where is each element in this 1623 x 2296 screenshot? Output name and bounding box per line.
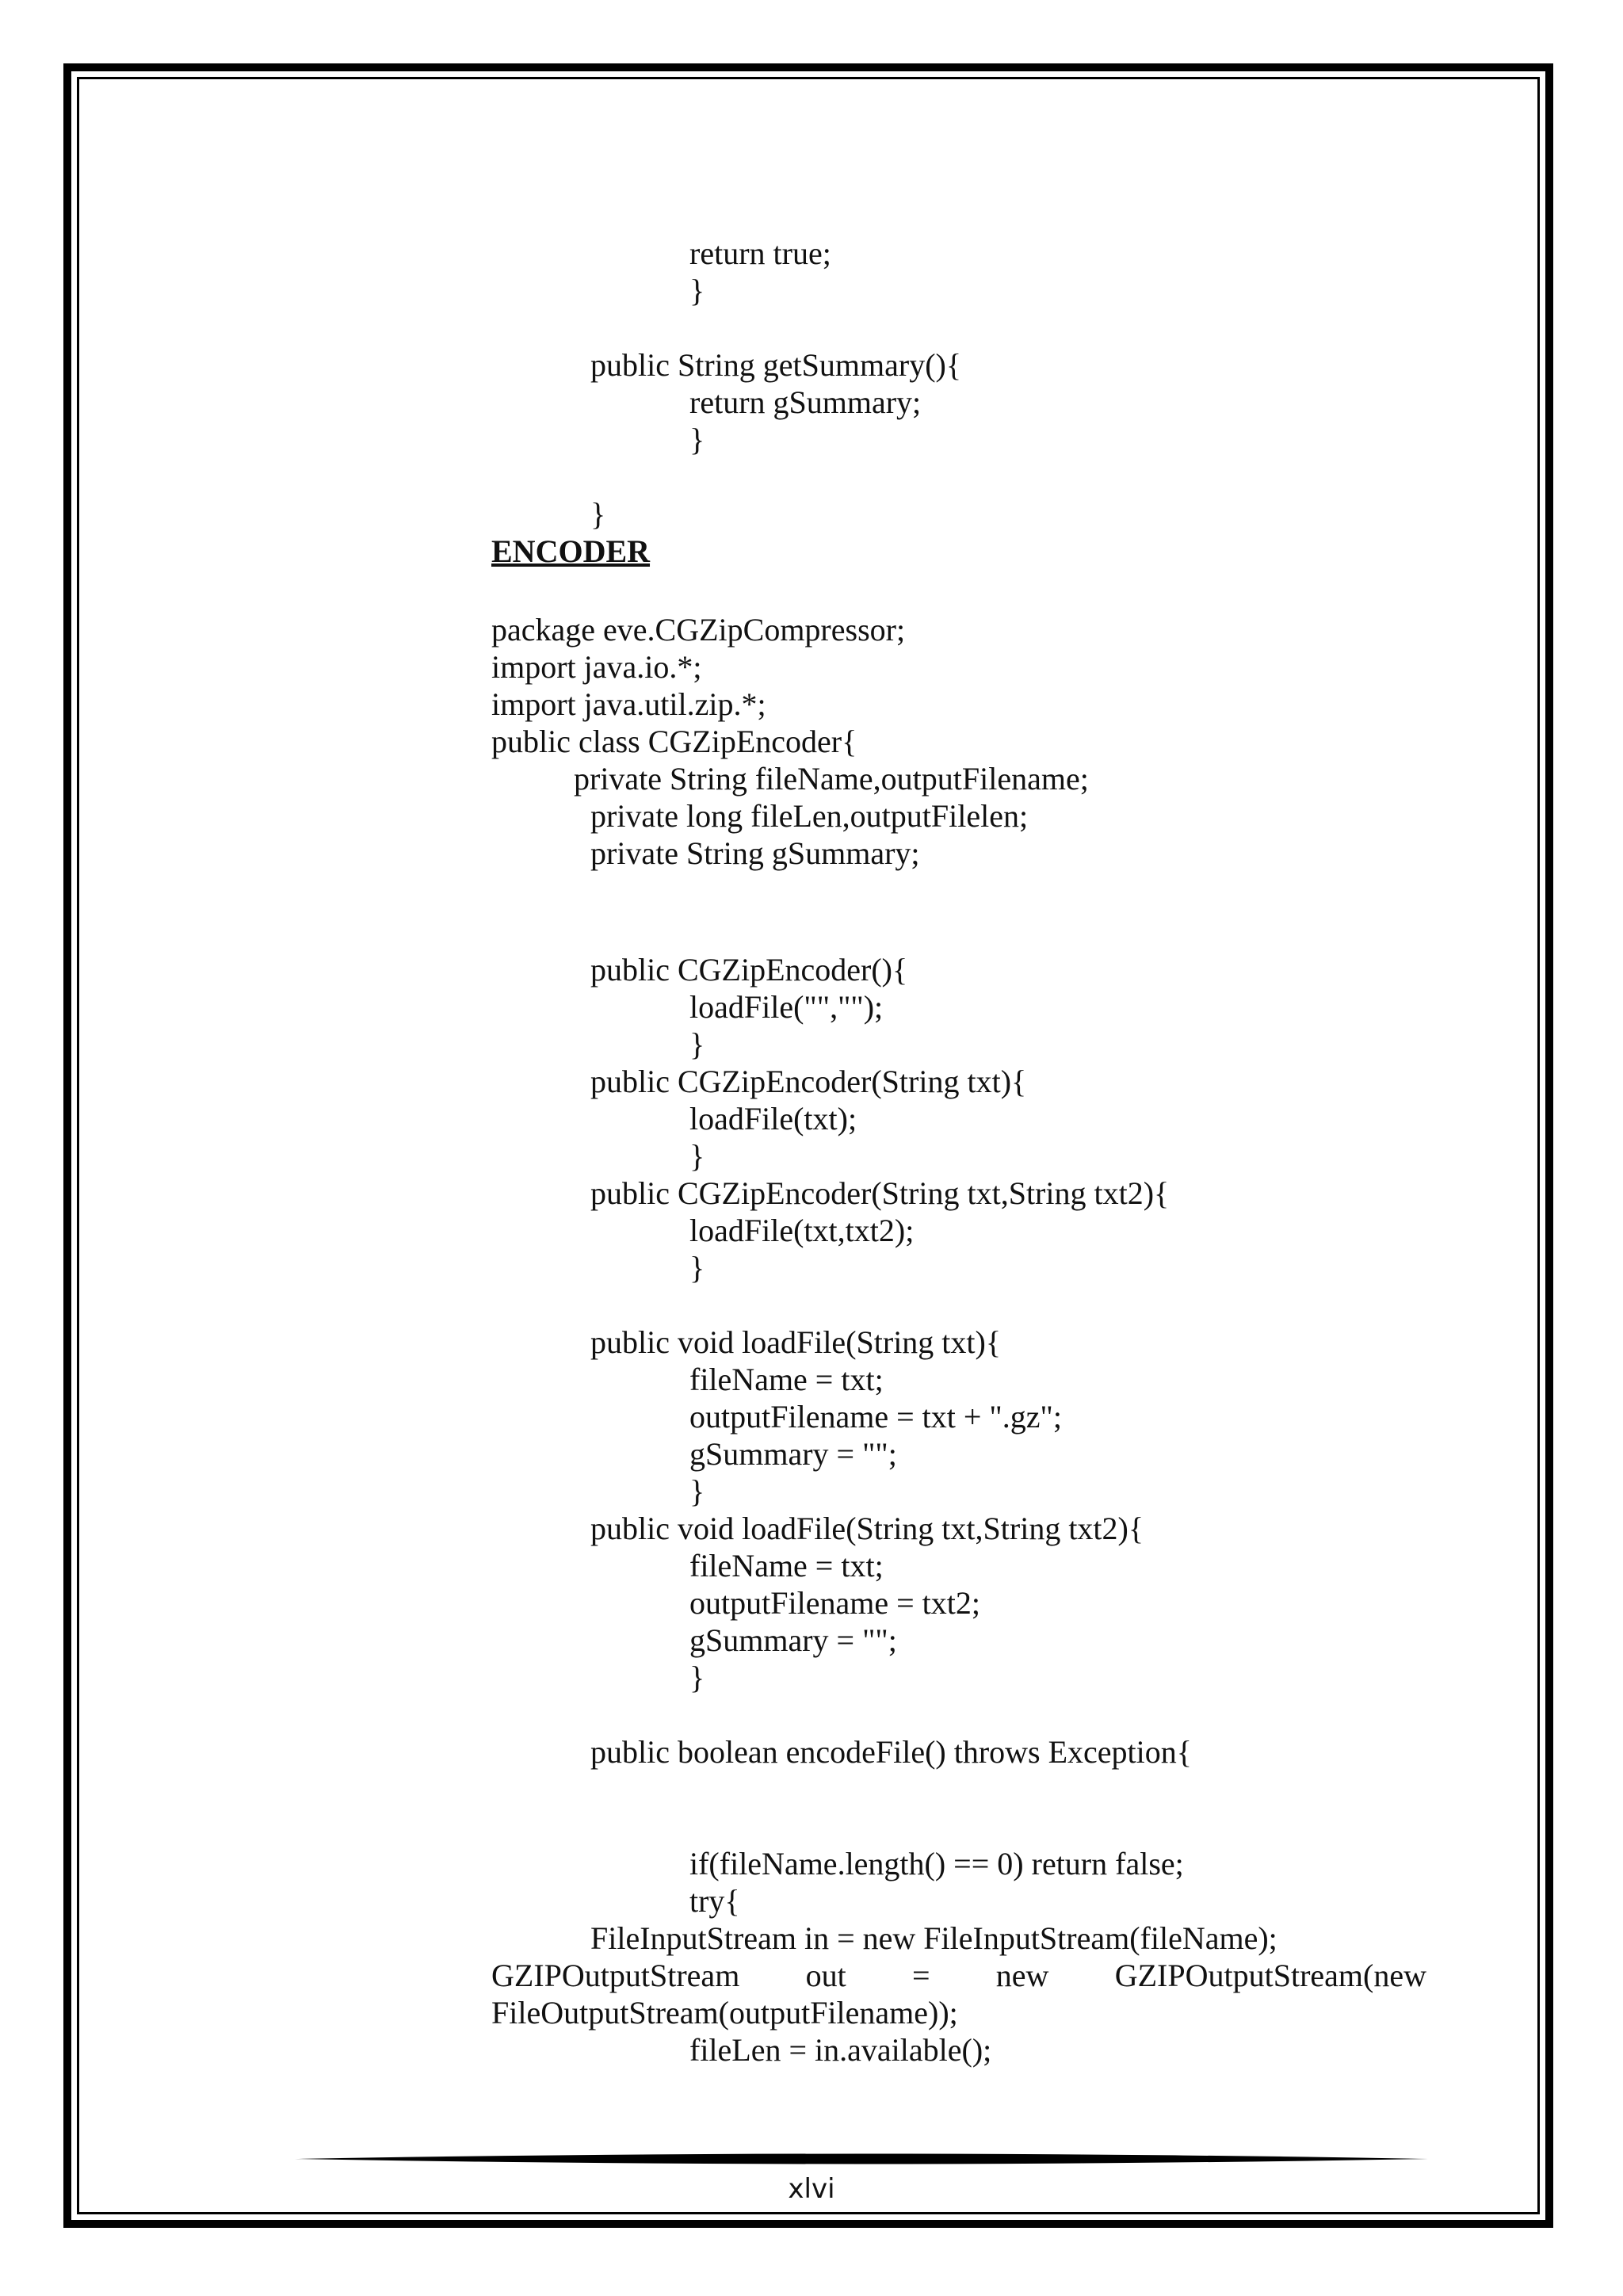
code-token: GZIPOutputStream (491, 1958, 740, 1993)
code-line: gSummary = ""; (689, 1622, 897, 1658)
code-line: public String getSummary(){ (590, 347, 962, 383)
code-line: if(fileName.length() == 0) return false; (689, 1846, 1184, 1881)
code-line: try{ (689, 1883, 740, 1919)
code-line: public class CGZipEncoder{ (491, 724, 857, 759)
section-heading: ENCODER (491, 533, 651, 569)
code-line: fileLen = in.available(); (689, 2032, 992, 2068)
code-line: loadFile("",""); (689, 989, 884, 1025)
code-line: return gSummary; (689, 384, 922, 420)
code-line: private long fileLen,outputFilelen; (590, 798, 1029, 834)
code-token: = (911, 1958, 930, 1993)
code-line: } (689, 273, 705, 308)
code-line: } (689, 1138, 705, 1174)
code-line: } (689, 422, 705, 457)
code-token: GZIPOutputStream(new (1114, 1958, 1426, 1993)
code-line: public boolean encodeFile() throws Exception{ (590, 1734, 1192, 1770)
code-line: } (689, 1250, 705, 1286)
code-line: return true; (689, 235, 831, 271)
code-line: fileName = txt; (689, 1548, 884, 1584)
code-line: } (689, 1660, 705, 1695)
code-line: } (590, 496, 606, 532)
code-line: public CGZipEncoder(String txt,String txt2){ (590, 1175, 1170, 1211)
code-line: outputFilename = txt2; (689, 1585, 980, 1621)
code-line: loadFile(txt); (689, 1101, 857, 1137)
code-line: } (689, 1473, 705, 1509)
code-line: import java.util.zip.*; (491, 686, 766, 722)
code-line: loadFile(txt,txt2); (689, 1213, 915, 1248)
code-line: public void loadFile(String txt,String txt2){ (590, 1511, 1144, 1546)
code-line: public CGZipEncoder(String txt){ (590, 1064, 1027, 1099)
code-token: new (995, 1958, 1049, 1993)
code-line: FileOutputStream(outputFilename)); (491, 1995, 958, 2030)
footer-divider (295, 2150, 1428, 2168)
code-line: import java.io.*; (491, 649, 702, 685)
code-line: package eve.CGZipCompressor; (491, 612, 906, 648)
page-number: xlvi (788, 2173, 835, 2205)
code-line-justified (491, 1957, 1426, 1994)
code-line: public CGZipEncoder(){ (590, 952, 908, 988)
code-line: outputFilename = txt + ".gz"; (689, 1399, 1062, 1435)
code-line: FileInputStream in = new FileInputStream(fileName); (590, 1920, 1277, 1956)
code-line: private String gSummary; (590, 835, 920, 871)
code-token: out (805, 1958, 846, 1993)
code-line: gSummary = ""; (689, 1436, 897, 1472)
code-line: public void loadFile(String txt){ (590, 1324, 1002, 1360)
code-line: } (689, 1026, 705, 1062)
code-line: private String fileName,outputFilename; (574, 761, 1089, 797)
code-line: fileName = txt; (689, 1362, 884, 1397)
